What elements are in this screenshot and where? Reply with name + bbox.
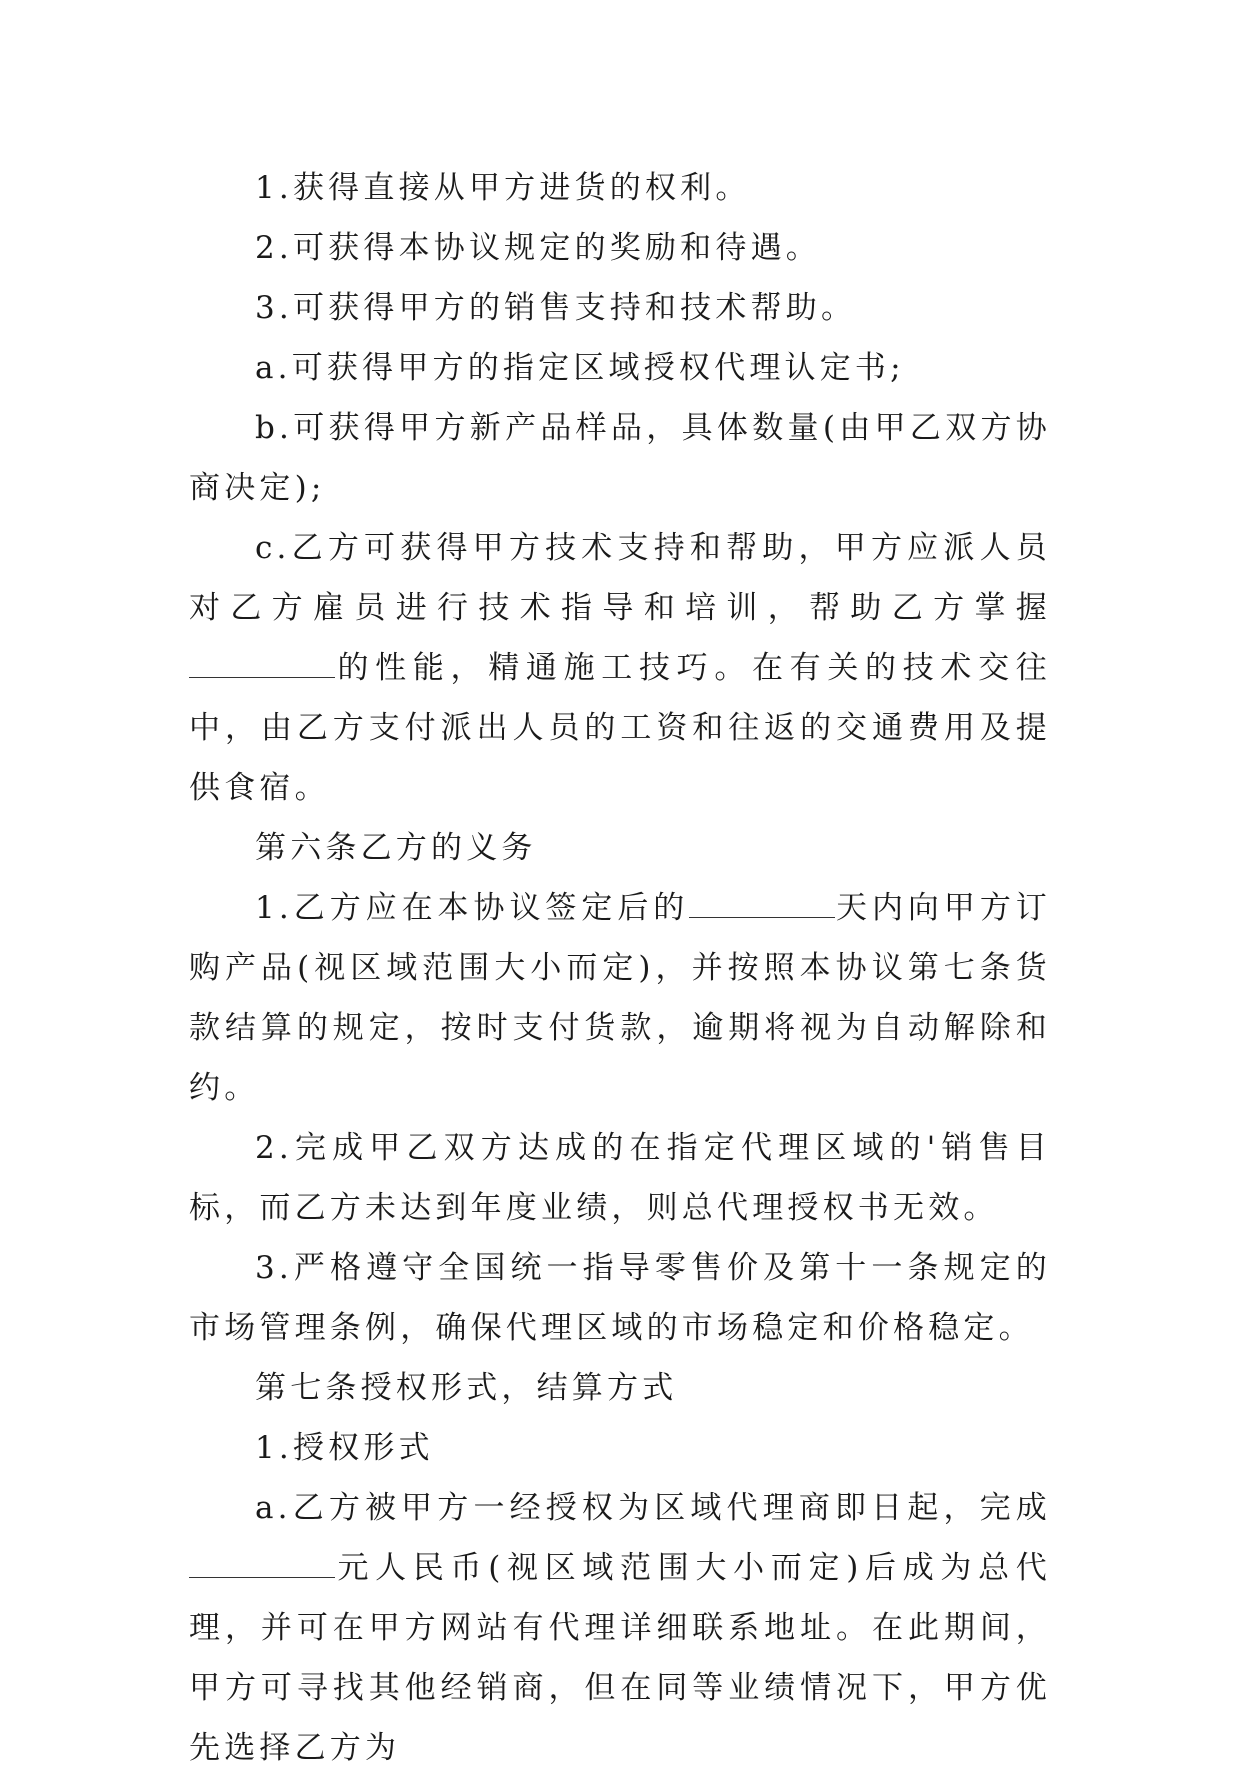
paragraph-text: a.可获得甲方的指定区域授权代理认定书; — [255, 350, 905, 386]
paragraph-text: 2.完成甲乙双方达成的在指定代理区域的'销售目标，而乙方未达到年度业绩，则总代理授权书无效。 — [189, 1130, 1051, 1226]
paragraph-text: 1.授权形式 — [255, 1430, 434, 1466]
paragraph-item-c — [189, 518, 1051, 818]
heading-text: 第七条授权形式，结算方式 — [255, 1370, 678, 1406]
paragraph-right-2 — [189, 218, 1051, 278]
paragraph-text: a.乙方被甲方一经授权为区域代理商即日起，完成 — [255, 1490, 1051, 1526]
section-heading-article-6 — [189, 818, 1051, 878]
paragraph-text: c.乙方可获得甲方技术支持和帮助，甲方应派人员对乙方雇员进行技术指导和培训，帮助乙方掌握 — [189, 530, 1051, 626]
paragraph-duty-3 — [189, 1238, 1051, 1358]
paragraph-text: 元人民币(视区域范围大小而定)后成为总代理，并可在甲方网站有代理详细联系地址。在此期间，甲方可寻找其他经销商，但在同等业绩情况下，甲方优先选择乙方为 — [189, 1550, 1051, 1766]
fill-in-blank — [689, 887, 835, 918]
paragraph-text: 3.严格遵守全国统一指导零售价及第十一条规定的市场管理条例，确保代理区域的市场稳定和价格稳定。 — [189, 1250, 1051, 1346]
paragraph-text: 天内向甲方订购产品(视区域范围大小而定)，并按照本协议第七条货款结算的规定，按时支付货款，逾期将视为自动解除和约。 — [189, 890, 1051, 1106]
paragraph-item-a — [189, 338, 1051, 398]
paragraph-item-b — [189, 398, 1051, 518]
paragraph-duty-2 — [189, 1118, 1051, 1238]
paragraph-text: 1.获得直接从甲方进货的权利。 — [255, 170, 751, 206]
paragraph-text: b.可获得甲方新产品样品，具体数量(由甲乙双方协商决定); — [189, 410, 1051, 506]
heading-text: 第六条乙方的义务 — [255, 830, 537, 866]
paragraph-text: 1.乙方应在本协议签定后的 — [255, 890, 690, 926]
paragraph-text: 3.可获得甲方的销售支持和技术帮助。 — [255, 290, 857, 326]
paragraph-authorization-form — [189, 1418, 1051, 1478]
paragraph-right-3 — [189, 278, 1051, 338]
paragraph-text: 的性能，精通施工技巧。在有关的技术交往中，由乙方支付派出人员的工资和往返的交通费用及提供食宿。 — [189, 650, 1051, 806]
paragraph-text: 2.可获得本协议规定的奖励和待遇。 — [255, 230, 821, 266]
section-heading-article-7 — [189, 1358, 1051, 1418]
paragraph-duty-1 — [189, 878, 1051, 1118]
paragraph-right-1 — [189, 158, 1051, 218]
fill-in-blank — [189, 647, 335, 678]
paragraph-authorization-a — [189, 1478, 1051, 1778]
fill-in-blank — [189, 1547, 335, 1578]
document-page — [189, 158, 1051, 1778]
